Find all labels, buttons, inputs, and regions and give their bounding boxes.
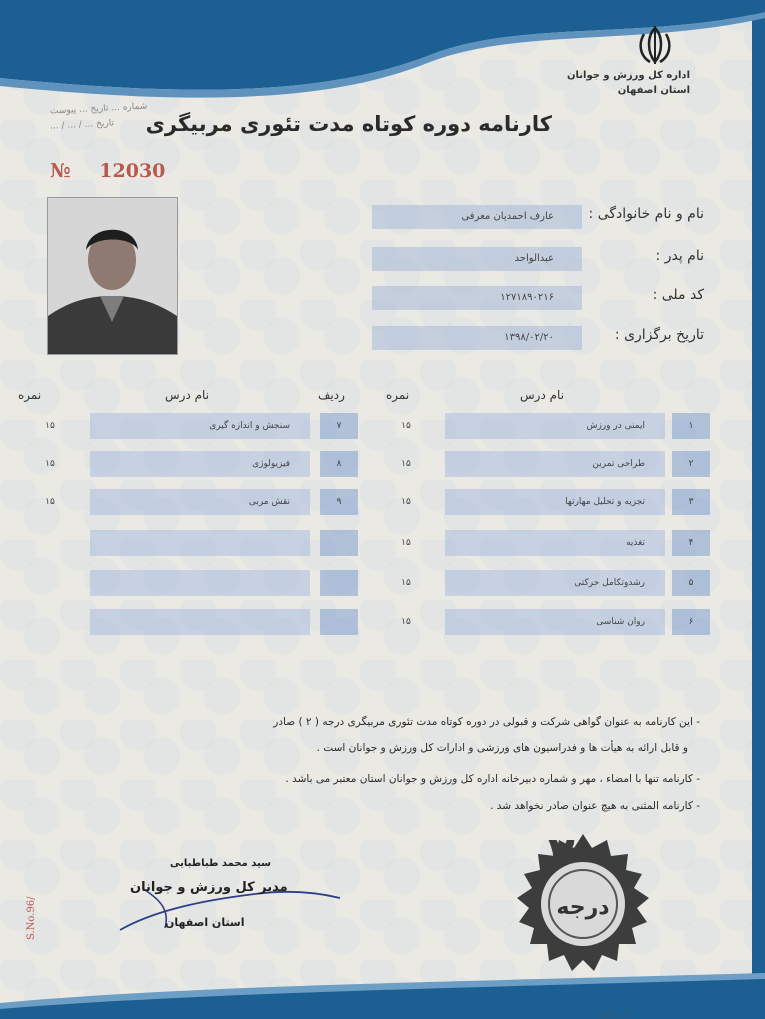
row-index [320, 609, 358, 635]
course-name: تغذیه [445, 530, 665, 556]
header-row-left: ردیف [318, 388, 345, 402]
signatory-province: استان اصفهان [165, 916, 245, 929]
course-name: نقش مربی [90, 489, 310, 515]
row-index: ۷ [320, 413, 358, 439]
row-index: ۵ [672, 570, 710, 596]
certificate-title: کارنامه دوره کوتاه مدت تئوری مربیگری [145, 112, 552, 136]
course-score: ۱۵ [401, 538, 411, 548]
father-name-value: عبدالواحد [372, 247, 582, 271]
header-score-left: نمره [18, 388, 42, 402]
national-code-value: ۱۲۷۱۸۹۰۲۱۶ [372, 286, 582, 310]
date-label: تاریخ برگزاری : [614, 327, 704, 343]
course-score: ۱۵ [401, 459, 411, 469]
org-name: اداره کل ورزش و جوانان [566, 70, 690, 81]
note-line: - این کارنامه به عنوان گواهی شرکت و قبولی در دوره کوتاه مدت تئوری مربیگری درجه ( ۲ ) صادر [273, 716, 700, 728]
row-index: ۹ [320, 489, 358, 515]
course-name: روان شناسی [445, 609, 665, 635]
course-score: ۱۵ [401, 497, 411, 507]
bottom-wave-band [0, 959, 765, 1019]
row-index: ۲ [672, 451, 710, 477]
course-score: ۱۵ [401, 578, 411, 588]
signatory-title: مدیر کل ورزش و جوانان [130, 880, 288, 895]
portrait-image [48, 198, 177, 354]
serial-number [50, 160, 165, 182]
note-line: - کارنامه المثنی به هیچ عنوان صادر نخواهد شد . [490, 800, 700, 812]
signatory-name: سید محمد طباطبایی [170, 858, 271, 869]
national-code-label: کد ملی : [652, 287, 704, 303]
side-serial: S.No.96/ [26, 896, 37, 940]
course-name: تجزیه و تحلیل مهارتها [445, 489, 665, 515]
row-index: ۳ [672, 489, 710, 515]
org-province: استان اصفهان [617, 85, 690, 96]
note-line: و قابل ارائه به هیأت ها و فدراسیون های ورزشی و ادارات کل ورزش و جوانان است . [316, 742, 688, 754]
serial-value: 12030 [99, 160, 166, 182]
course-name: فیزیولوژی [90, 451, 310, 477]
course-score: ۱۵ [45, 459, 55, 469]
ref-date-line: تاریخ ... / ... / ... [49, 118, 115, 132]
course-name [90, 609, 310, 635]
footer-number: ۱۱ ۱۱۰ ۱ [598, 1010, 629, 1019]
header-score-middle: نمره [386, 388, 410, 402]
course-name [90, 530, 310, 556]
note-line: - کارنامه تنها با امضاء ، مهر و شماره دبیرخانه اداره کل ورزش و جوانان استان معتبر می باشد . [285, 773, 700, 785]
father-name-label: نام پدر : [655, 248, 704, 264]
row-index [320, 570, 358, 596]
course-score: ۱۵ [401, 617, 411, 627]
seal-digit: ۲ [548, 832, 575, 879]
course-name: طراحی تمرین [445, 451, 665, 477]
student-photo [47, 197, 178, 355]
date-value: ۱۳۹۸/۰۲/۲۰ [372, 326, 582, 350]
full-name-value: عارف احمدیان معرفی [372, 205, 582, 229]
row-index: ۸ [320, 451, 358, 477]
header-course-left: نام درس [165, 388, 210, 402]
header-course-right: نام درس [520, 388, 565, 402]
course-score: ۱۵ [401, 421, 411, 431]
course-name: رشدوتکامل حرکتی [445, 570, 665, 596]
seal-label: درجه [556, 895, 610, 920]
course-score: ۱۵ [45, 497, 55, 507]
row-index: ۶ [672, 609, 710, 635]
ref-number-line: شماره ... تاریخ ... پیوست [49, 101, 148, 117]
course-name: ایمنی در ورزش [445, 413, 665, 439]
iran-emblem-icon [632, 22, 678, 68]
course-name: سنجش و اندازه گیری [90, 413, 310, 439]
full-name-label: نام و نام خانوادگی : [588, 206, 704, 222]
row-index [320, 530, 358, 556]
row-index: ۱ [672, 413, 710, 439]
serial-prefix: № [50, 160, 71, 182]
course-name [90, 570, 310, 596]
row-index: ۴ [672, 530, 710, 556]
course-score: ۱۵ [45, 421, 55, 431]
